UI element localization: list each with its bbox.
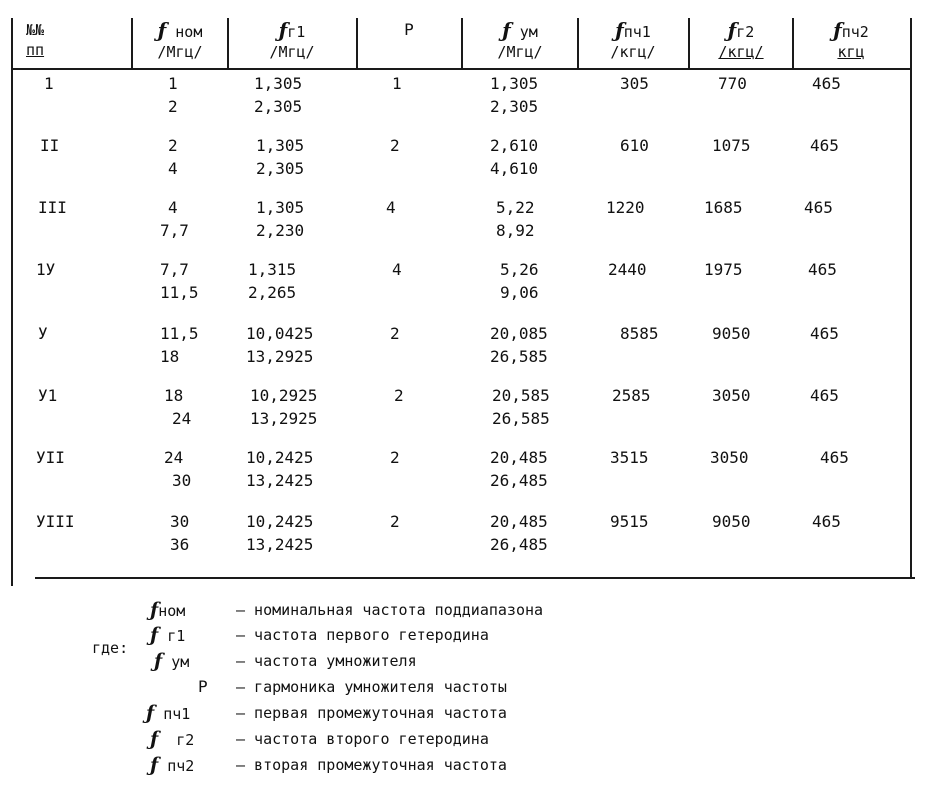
legend-description: – частота второго гетеродина [236, 730, 489, 748]
legend-item [150, 623, 489, 647]
table-row [0, 196, 927, 244]
cell-fnom-high: 24 [172, 409, 192, 428]
cell-fnom [164, 446, 191, 492]
header-fpch1-line1: пч1 [623, 23, 651, 41]
cell-fnom-low: 7,7 [160, 260, 189, 279]
cell-fpch1: 610 [620, 136, 649, 155]
legend-description: – гармоника умножителя частоты [236, 678, 507, 696]
cell-fnom [170, 510, 189, 556]
header-fum-line2: /Мгц/ [497, 43, 543, 61]
cell-fpch1: 2440 [608, 260, 647, 279]
cell-num: II [40, 136, 60, 155]
cell-p: 2 [390, 448, 400, 467]
cell-fg2: 3050 [712, 386, 751, 405]
f-symbol: ƒ [615, 18, 624, 42]
cell-fg2: 1975 [704, 260, 743, 279]
legend-term: ном [158, 602, 186, 620]
column-divider [461, 18, 463, 68]
cell-fnom-low: 4 [168, 198, 178, 217]
cell-fg2: 3050 [710, 448, 749, 467]
legend-description: – частота первого гетеродина [236, 626, 489, 644]
cell-p: 2 [394, 386, 404, 405]
header-fg1-line1: г1 [287, 23, 306, 41]
f-symbol: ƒ [157, 18, 167, 42]
cell-fum-low: 20,485 [490, 512, 548, 531]
header-fg1 [230, 20, 354, 68]
cell-p: 1 [392, 74, 402, 93]
cell-fg1-high: 2,230 [256, 221, 305, 240]
f-symbol: ƒ [150, 599, 159, 621]
cell-p: 2 [390, 512, 400, 531]
table-bottom-rule [35, 577, 915, 579]
f-symbol: ƒ [150, 754, 159, 776]
header-fpch2-line1: пч2 [841, 23, 869, 41]
header-fg2 [691, 20, 791, 68]
legend-item [154, 649, 417, 673]
header-fnom-line2: /Мгц/ [157, 43, 203, 61]
cell-fpch1: 2585 [612, 386, 651, 405]
f-symbol: ƒ [146, 702, 155, 724]
cell-fum [490, 510, 548, 556]
cell-fnom [164, 384, 191, 430]
header-fpch2 [795, 20, 907, 68]
cell-fpch2: 465 [812, 74, 841, 93]
header-num-line1: №№ [26, 21, 45, 39]
f-symbol: ƒ [150, 728, 159, 750]
column-divider [792, 18, 794, 68]
cell-num: III [38, 198, 67, 217]
header-num-line2: пп [26, 41, 45, 59]
cell-fnom-high: 18 [160, 347, 180, 366]
legend-description: – частота умножителя [236, 652, 417, 670]
cell-fg1-low: 1,305 [254, 74, 303, 93]
cell-fg1 [256, 134, 304, 180]
cell-fpch1: 1220 [606, 198, 645, 217]
cell-fum-high: 26,585 [492, 409, 550, 428]
cell-fg1-low: 1,305 [256, 198, 305, 217]
cell-fg1 [250, 384, 317, 430]
cell-fg2: 9050 [712, 512, 751, 531]
column-divider [227, 18, 229, 68]
cell-fnom-high: 30 [172, 471, 192, 490]
table-row [0, 72, 927, 120]
cell-fg1 [254, 72, 302, 118]
cell-fnom-high: 36 [170, 535, 190, 554]
cell-fg1-high: 13,2425 [246, 471, 314, 490]
legend-term: г2 [176, 731, 195, 749]
cell-fum-high: 8,92 [496, 221, 535, 240]
legend-where-label: где: [92, 639, 129, 657]
cell-fg1 [246, 510, 313, 556]
header-p-line2: Р [404, 20, 414, 39]
column-divider [577, 18, 579, 68]
table-row [0, 258, 927, 306]
cell-fnom-high: 2 [168, 97, 178, 116]
cell-fnom-low: 11,5 [160, 324, 199, 343]
cell-fum [500, 258, 539, 304]
cell-fnom-low: 2 [168, 136, 178, 155]
cell-fg1 [248, 258, 296, 304]
cell-fg2: 1075 [712, 136, 751, 155]
cell-fum-low: 2,610 [490, 136, 539, 155]
header-fpch1-line2: /кгц/ [610, 43, 656, 61]
cell-fnom-high: 11,5 [160, 283, 199, 302]
cell-num: УIII [36, 512, 75, 531]
cell-fg1-high: 2,305 [256, 159, 305, 178]
cell-num: 1У [36, 260, 56, 279]
legend-term: пч1 [163, 705, 191, 723]
cell-fnom-high: 4 [168, 159, 178, 178]
cell-fg1-high: 2,265 [248, 283, 297, 302]
f-symbol: ƒ [150, 624, 159, 646]
cell-fg1-high: 13,2925 [250, 409, 318, 428]
cell-fg1-low: 10,0425 [246, 324, 314, 343]
cell-fpch2: 465 [808, 260, 837, 279]
cell-p: 2 [390, 324, 400, 343]
cell-fpch2: 465 [804, 198, 833, 217]
header-fum-line1: ум [519, 23, 538, 41]
cell-fum [490, 322, 548, 368]
legend-term: пч2 [167, 757, 195, 775]
f-symbol: ƒ [278, 18, 288, 42]
cell-fum-high: 2,305 [490, 97, 539, 116]
cell-fnom-low: 24 [164, 448, 184, 467]
cell-fum [490, 134, 538, 180]
header-fnom-line1: ном [175, 23, 203, 41]
table-row [0, 510, 927, 558]
header-fg1-line2: /Мгц/ [269, 43, 315, 61]
legend-item [150, 727, 489, 751]
cell-fum [490, 72, 538, 118]
column-divider [356, 18, 358, 68]
legend-term: ум [171, 653, 190, 671]
cell-fpch2: 465 [812, 512, 841, 531]
cell-fg1-low: 1,315 [248, 260, 297, 279]
cell-fg1-high: 13,2425 [246, 535, 314, 554]
table-row [0, 134, 927, 182]
legend-term: Р [198, 677, 208, 696]
cell-fg2: 1685 [704, 198, 743, 217]
f-symbol: ƒ [833, 18, 842, 42]
f-symbol: ƒ [154, 650, 163, 672]
cell-fg1 [246, 322, 313, 368]
cell-fum [490, 446, 548, 492]
cell-fg1-low: 10,2925 [250, 386, 318, 405]
cell-fum-low: 1,305 [490, 74, 539, 93]
cell-fpch2: 465 [810, 136, 839, 155]
header-fum [464, 20, 576, 68]
cell-fg1-low: 10,2425 [246, 448, 314, 467]
cell-fnom [160, 322, 199, 368]
cell-p: 4 [386, 198, 396, 217]
cell-fnom [168, 72, 178, 118]
table-row [0, 384, 927, 432]
cell-num: УII [36, 448, 65, 467]
cell-fpch2: 465 [810, 324, 839, 343]
table-row [0, 446, 927, 494]
cell-fum [496, 196, 535, 242]
cell-fum-high: 26,585 [490, 347, 548, 366]
cell-p: 4 [392, 260, 402, 279]
header-fg2-line1: г2 [736, 23, 755, 41]
cell-fum-high: 4,610 [490, 159, 539, 178]
cell-fpch1: 9515 [610, 512, 649, 531]
cell-fnom-low: 1 [168, 74, 178, 93]
cell-fum-low: 5,26 [500, 260, 539, 279]
header-fpch1 [580, 20, 686, 68]
cell-fnom [168, 134, 178, 180]
cell-num: 1 [44, 74, 54, 93]
cell-fpch1: 305 [620, 74, 649, 93]
cell-fum-low: 5,22 [496, 198, 535, 217]
cell-fum-high: 26,485 [490, 535, 548, 554]
cell-fg2: 770 [718, 74, 747, 93]
cell-fum-high: 26,485 [490, 471, 548, 490]
column-divider [688, 18, 690, 68]
legend-description: – номинальная частота поддиапазона [236, 601, 544, 619]
cell-fg2: 9050 [712, 324, 751, 343]
header-p [359, 20, 459, 68]
cell-p: 2 [390, 136, 400, 155]
cell-fg1 [246, 446, 313, 492]
header-fnom [134, 20, 226, 68]
f-symbol: ƒ [502, 18, 511, 42]
legend-description: – первая промежуточная частота [236, 704, 507, 722]
header-num [26, 20, 88, 68]
header-fpch2-line2: кгц [837, 43, 865, 61]
column-divider [131, 18, 133, 68]
cell-fnom [160, 258, 199, 304]
cell-fum-high: 9,06 [500, 283, 539, 302]
cell-fnom [160, 196, 189, 242]
cell-fum [492, 384, 550, 430]
legend-item [150, 753, 507, 777]
cell-fnom-low: 18 [164, 386, 184, 405]
cell-fg1-low: 1,305 [256, 136, 305, 155]
header-rule [11, 68, 911, 70]
cell-num: У [38, 324, 48, 343]
cell-fum-low: 20,585 [492, 386, 550, 405]
table-row [0, 322, 927, 370]
cell-fpch1: 8585 [620, 324, 659, 343]
cell-num: У1 [38, 386, 58, 405]
cell-fg1-high: 13,2925 [246, 347, 314, 366]
f-symbol: ƒ [727, 18, 737, 42]
legend-description: – вторая промежуточная частота [236, 756, 507, 774]
legend-item [150, 598, 544, 622]
legend-term: г1 [167, 627, 186, 645]
cell-fpch2: 465 [810, 386, 839, 405]
cell-fnom-low: 30 [170, 512, 190, 531]
header-fg2-line2: /кгц/ [718, 43, 764, 61]
cell-fum-low: 20,085 [490, 324, 548, 343]
cell-fnom-high: 7,7 [160, 221, 189, 240]
cell-fg1 [256, 196, 304, 242]
cell-fum-low: 20,485 [490, 448, 548, 467]
cell-fg1-low: 10,2425 [246, 512, 314, 531]
cell-fg1-high: 2,305 [254, 97, 303, 116]
legend-item [146, 701, 507, 725]
cell-fpch2: 465 [820, 448, 849, 467]
cell-fpch1: 3515 [610, 448, 649, 467]
